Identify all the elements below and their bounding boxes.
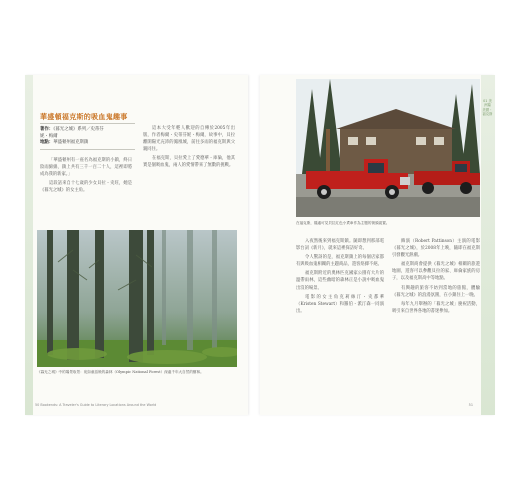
forest-photo-caption: 《暮光之城》中的場景取景：宛如童話般的森林（Olympic National Forest）深處千年大自然的樹林。 bbox=[37, 370, 204, 374]
place-line: 地點：華盛頓州福克斯鎮 bbox=[40, 140, 89, 146]
paragraph: 在福克斯，貝拉愛上了愛德華・庫倫，他其實是個吸血鬼，兩人的愛情帶來了無數的挑戰。 bbox=[143, 156, 235, 169]
truck-photo bbox=[296, 79, 480, 217]
chapter-side-tab: 01 美洲篇 美國・福克斯 bbox=[482, 99, 493, 117]
paragraph: 飾演（Robert Pattinson）主演的電影《暮光之城》，於2008年上映，隨即在福克斯引發觀光熱潮。 bbox=[392, 239, 480, 259]
page-edge-strip bbox=[25, 75, 33, 415]
page-edge-strip bbox=[481, 75, 495, 415]
paragraph: 這本大受年輕人歡迎的自傳於2005年出版，作者梅爾・史蒂芬妮・梅爾，故事中，貝拉離開陽光充沛的鳳凰城，前往多雨的福克斯與父親同住。 bbox=[143, 126, 235, 153]
paragraph: 福克斯附近的奧林匹克國家公園有大片的溫帶雨林，這些幽暗的森林正是小說中吸血鬼出沒的場景。 bbox=[296, 271, 384, 291]
section-title: 華盛頓福克斯的吸血鬼趣事 bbox=[40, 113, 128, 121]
page-number: 51 bbox=[468, 403, 473, 407]
paragraph: 這段話來自十七歲的少女貝拉・史旺，她是《暮光之城》的女主角。 bbox=[40, 181, 132, 194]
paragraph: 有興趣的旅客不妨到當地的旅館，體驗《暮光之城》的浪漫氛圍，在小鎮住上一晚。 bbox=[392, 285, 480, 298]
truck-photo-caption: 在福克斯，隨處可見貝拉紅色小貨車作為主題的街頭裝置。 bbox=[296, 221, 390, 225]
left-page bbox=[25, 75, 248, 415]
text-column-2 bbox=[143, 125, 235, 172]
author-line: 著作：《暮光之城》系列／史蒂芬妮・梅爾 bbox=[40, 127, 104, 139]
text-column-1 bbox=[296, 238, 384, 317]
forest-photo bbox=[37, 230, 237, 367]
text-column-2 bbox=[392, 238, 480, 317]
paragraph: 入夜然後來到福克斯鎮。隨即想到那部電影台詞《新月》，就來這裡探訪好奇。 bbox=[296, 239, 384, 252]
book-meta bbox=[40, 127, 110, 147]
meta-rule bbox=[40, 149, 135, 150]
paragraph: 福克斯商會提供《暮光之城》相關的旅遊地圖，遊客可以參觀貝拉的家、庫倫家族的房子，以及福克斯高中等地點。 bbox=[392, 262, 480, 282]
paragraph: 每年九月舉辦的「暮光之城」慶祝活動，吸引來自世界各地的書迷參加。 bbox=[392, 301, 480, 314]
title-rule bbox=[40, 123, 135, 124]
paragraph: 電影的女主角克莉絲汀・史都華（Kristen Stewart）和羅伯・派汀森一同演出。 bbox=[296, 294, 384, 314]
paragraph: 「華盛頓州有一座名為福克斯的小鎮，終日陰雨綿綿，鎮上共有三千一百二十人，這裡即將成為我的新家。」 bbox=[40, 158, 132, 178]
paragraph: 令人驚訝的是，福克斯鎮上的每個店家都有與吸血鬼相關的主題商品，遊客絡繹不絕。 bbox=[296, 255, 384, 268]
text-column-1 bbox=[40, 157, 132, 196]
right-page bbox=[260, 75, 495, 415]
page-footer: 50 Bookends: A Traveler's Guide to Literary Locations Around the World bbox=[35, 403, 157, 407]
